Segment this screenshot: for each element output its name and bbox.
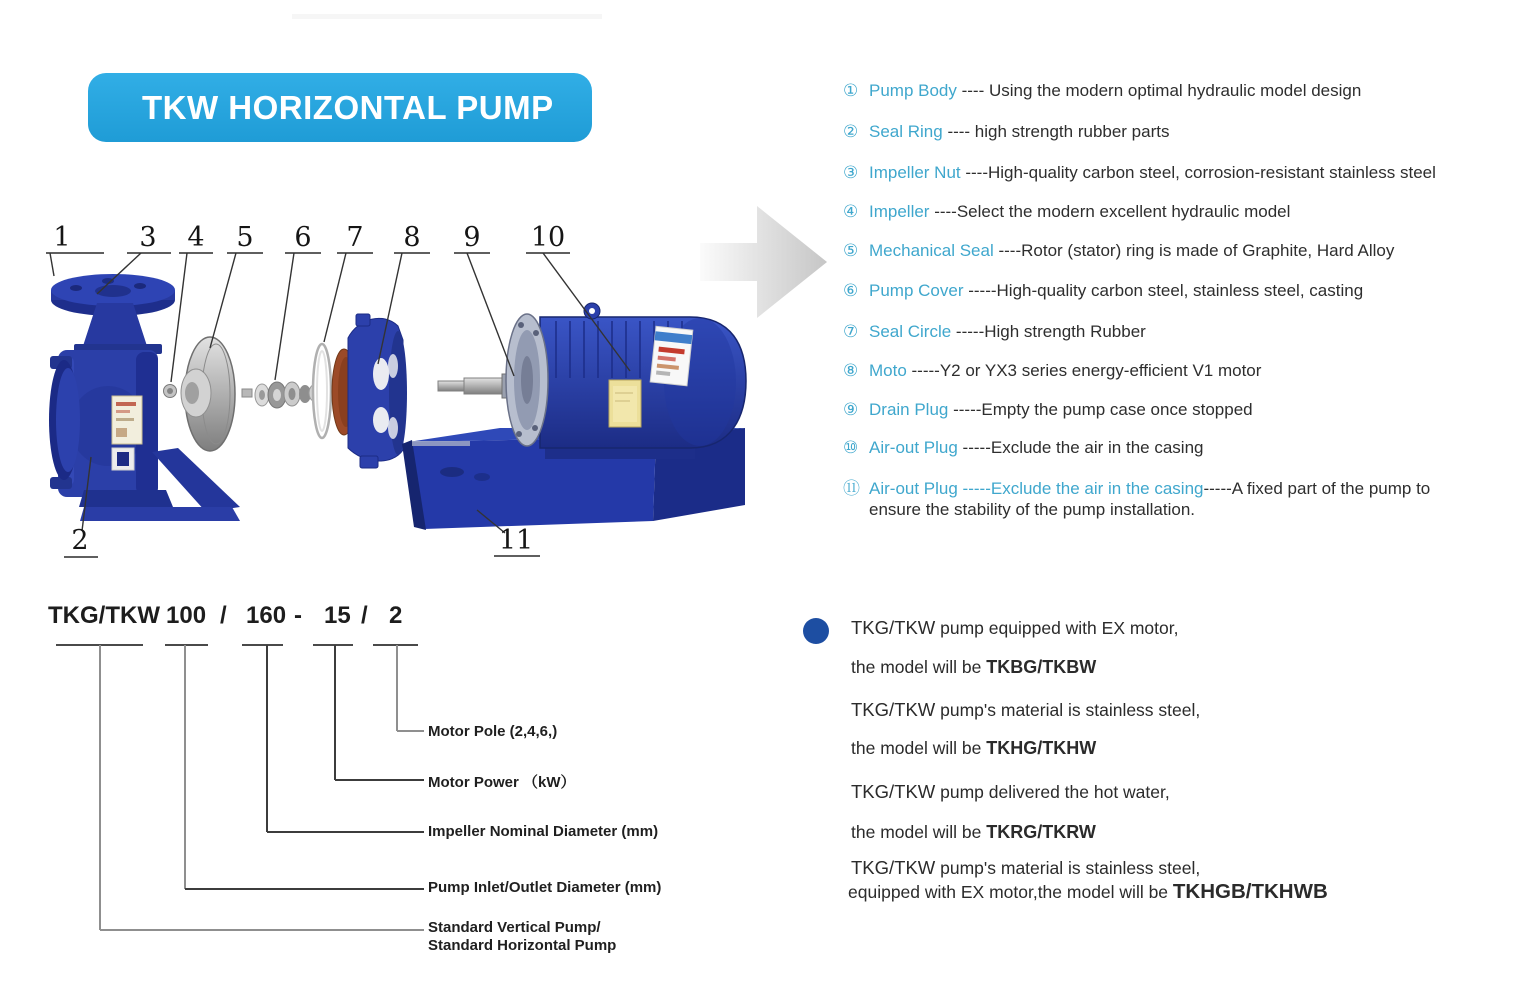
note-text-tk: TKG/TKW — [851, 857, 936, 878]
model-token-impeller: 160 — [246, 602, 287, 629]
exploded-diagram — [0, 0, 840, 580]
note-line-2 — [851, 657, 1096, 678]
label-standard-vertical: Standard Vertical Pump/ — [428, 919, 601, 936]
part-number-badge: ⑦ — [843, 322, 859, 341]
note-text-tk: TKG/TKW — [851, 699, 936, 720]
part-description: ----High-quality carbon steel, corrosion-resistant stainless steel — [960, 163, 1436, 182]
part-number-badge: ⑩ — [843, 438, 859, 457]
part-item-10 — [843, 437, 1203, 458]
part-description: -----A fixed part of the pump to — [1203, 479, 1431, 498]
part-number-badge: ⑤ — [843, 241, 859, 260]
note-line-1 — [851, 617, 1178, 639]
note-text: the model will be — [851, 822, 987, 842]
model-token-slash2: / — [361, 602, 368, 629]
note-text-mdl-lg: TKHGB/TKHWB — [1172, 880, 1328, 903]
part-item-6 — [843, 280, 1363, 301]
part-description: -----Y2 or YX3 series energy-efficient V1 motor — [906, 361, 1262, 380]
flow-arrow-icon — [700, 206, 827, 318]
note-text: pump's material is stainless steel, — [935, 700, 1201, 720]
part-item-5 — [843, 240, 1394, 261]
callout-10: 10 — [530, 222, 566, 253]
part-name: Seal Ring — [869, 122, 943, 141]
callout-9: 9 — [463, 222, 481, 253]
motor-nameplate — [609, 380, 641, 427]
part-name: Pump Body — [869, 81, 957, 100]
part-name: Air-out Plug — [869, 479, 958, 498]
model-token-dash: - — [294, 602, 302, 629]
note-line-4 — [851, 738, 1096, 759]
note-text: equipped with EX motor,the model will be — [848, 882, 1173, 902]
pump-cover — [332, 314, 407, 468]
part-description: -----Empty the pump case once stopped — [948, 400, 1253, 419]
callout-4: 4 — [187, 222, 205, 253]
note-text: pump equipped with EX motor, — [935, 618, 1179, 638]
part-item-11 — [843, 478, 1430, 520]
label-impeller-diameter: Impeller Nominal Diameter (mm) — [428, 823, 659, 840]
part-name: Pump Cover — [869, 281, 964, 300]
page-title: TKW HORIZONTAL PUMP — [142, 88, 554, 126]
note-text: the model will be — [851, 738, 987, 758]
label-motor-power: Motor Power （kW） — [428, 774, 576, 791]
part-number-badge: ⑨ — [843, 400, 859, 419]
impeller-nut — [164, 385, 177, 398]
note-text: pump's material is stainless steel, — [935, 858, 1201, 878]
part-item-3 — [843, 162, 1436, 183]
callout-5: 5 — [236, 222, 254, 253]
note-line-3 — [851, 699, 1200, 721]
callout-1: 1 — [53, 222, 71, 253]
callout-2: 2 — [71, 525, 89, 556]
label-standard-horizontal: Standard Horizontal Pump — [428, 937, 617, 954]
note-text-tk: TKG/TKW — [851, 781, 936, 802]
seal-circle-gasket — [313, 344, 331, 438]
note-line-5 — [851, 781, 1170, 803]
label-pump-diameter: Pump Inlet/Outlet Diameter (mm) — [428, 879, 662, 896]
part-item-2 — [843, 121, 1169, 142]
callout-8: 8 — [403, 222, 421, 253]
note-text-mdl: TKBG/TKBW — [986, 657, 1097, 677]
part-description: -----High-quality carbon steel, stainless steel, casting — [963, 281, 1364, 300]
part-item-4 — [843, 201, 1290, 222]
part-name: Drain Plug — [869, 400, 949, 419]
model-token-series: TKG/TKW — [48, 602, 160, 629]
note-line-7 — [851, 857, 1200, 879]
part-number-badge: ④ — [843, 202, 859, 221]
part-number-badge: ⑧ — [843, 361, 859, 380]
part-description-line2: ensure the stability of the pump installation. — [869, 500, 1196, 519]
model-token-inlet: 100 — [166, 602, 207, 629]
part-name: Mechanical Seal — [869, 241, 994, 260]
part-item-1 — [843, 80, 1361, 101]
note-line-6 — [851, 822, 1096, 843]
part-desc-highlight: -----Exclude the air in the casing — [957, 479, 1204, 498]
model-token-slash1: / — [220, 602, 227, 629]
part-item-7 — [843, 321, 1146, 342]
part-description: ----Rotor (stator) ring is made of Graphite, Hard Alloy — [993, 241, 1395, 260]
note-text: the model will be — [851, 657, 987, 677]
part-name: Air-out Plug — [869, 438, 958, 457]
impeller — [181, 337, 235, 451]
note-line-8 — [848, 880, 1328, 904]
part-description: ---- high strength rubber parts — [942, 122, 1170, 141]
note-text-tk: TKG/TKW — [851, 617, 936, 638]
part-name: Impeller Nut — [869, 163, 961, 182]
note-bullet — [803, 618, 829, 644]
part-name: Impeller — [869, 202, 930, 221]
parts-list — [843, 0, 1513, 560]
callout-7: 7 — [346, 222, 364, 253]
part-item-8 — [843, 360, 1261, 381]
part-name: Moto — [869, 361, 907, 380]
callout-6: 6 — [294, 222, 312, 253]
mechanical-seal-parts — [255, 382, 319, 408]
drain-plug — [112, 448, 134, 470]
part-name: Seal Circle — [869, 322, 952, 341]
model-token-pole: 2 — [389, 602, 403, 629]
part-number-badge: ⑥ — [843, 281, 859, 300]
part-description: ---- Using the modern optimal hydraulic model design — [956, 81, 1362, 100]
part-number-badge: ③ — [843, 163, 859, 182]
note-text-mdl: TKHG/TKHW — [986, 738, 1097, 758]
label-motor-pole: Motor Pole (2,4,6,) — [428, 723, 558, 740]
part-number-badge: ① — [843, 81, 859, 100]
part-number-badge: ② — [843, 122, 859, 141]
pump-body-label — [112, 396, 142, 444]
part-description: -----Exclude the air in the casing — [957, 438, 1204, 457]
callout-11: 11 — [498, 525, 534, 556]
part-description: ----Select the modern excellent hydraulic model — [929, 202, 1291, 221]
shaft-spacer — [242, 389, 252, 397]
motor-sticker — [650, 326, 693, 386]
model-token-power: 15 — [324, 602, 351, 629]
part-description: -----High strength Rubber — [951, 322, 1146, 341]
part-item-9 — [843, 399, 1253, 420]
note-text: pump delivered the hot water, — [935, 782, 1170, 802]
part-number-badge: ⑪ — [843, 479, 860, 498]
callout-3: 3 — [139, 222, 157, 253]
note-text-mdl: TKRG/TKRW — [986, 822, 1096, 842]
